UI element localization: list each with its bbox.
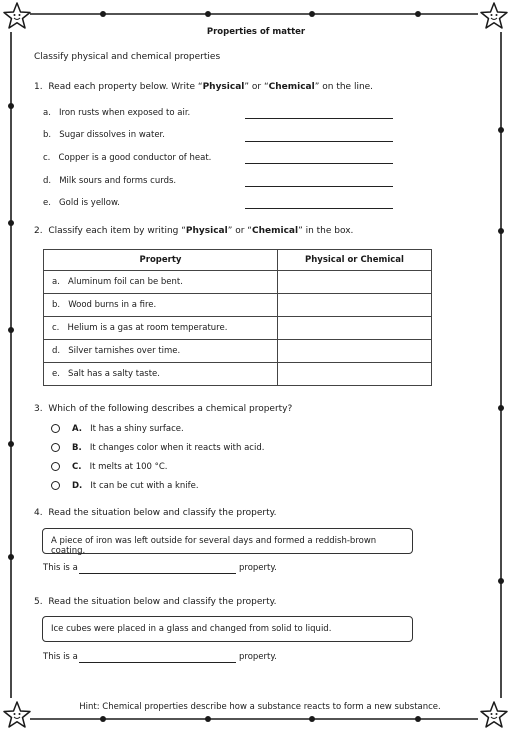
property-cell: a. Aluminum foil can be bent. <box>44 271 278 294</box>
option-label: A. It has a shiny surface. <box>72 424 184 434</box>
q1-item: e. Gold is yellow. <box>43 198 120 208</box>
answer-cell[interactable] <box>278 294 432 317</box>
classification-table <box>43 249 432 386</box>
option-label: C. It melts at 100 °C. <box>72 462 168 472</box>
answer-cell[interactable] <box>278 271 432 294</box>
q1-item: a. Iron rusts when exposed to air. <box>43 108 191 118</box>
table-row <box>44 363 432 386</box>
column-header-classification: Physical or Chemical <box>278 250 432 271</box>
answer-cell[interactable] <box>278 363 432 386</box>
answer-cell[interactable] <box>278 317 432 340</box>
table-row <box>44 294 432 317</box>
question-5-prompt: 5. Read the situation below and classify the property. <box>34 597 277 607</box>
question-2-prompt: 2. Classify each item by writing “Physical” or “Chemical” in the box. <box>34 226 354 236</box>
page-subtitle: Classify physical and chemical properties <box>34 52 221 62</box>
q1-item: d. Milk sours and forms curds. <box>43 176 177 186</box>
property-cell: c. Helium is a gas at room temperature. <box>44 317 278 340</box>
option-label: B. It changes color when it reacts with acid. <box>72 443 265 453</box>
property-cell: e. Salt has a salty taste. <box>44 363 278 386</box>
situation-box: A piece of iron was left outside for several days and formed a reddish-brown coating. <box>42 528 413 554</box>
q1-answer-line[interactable] <box>245 118 393 119</box>
property-cell: d. Silver tarnishes over time. <box>44 340 278 363</box>
option-radio[interactable] <box>51 424 60 433</box>
table-row <box>44 317 432 340</box>
q1-answer-line[interactable] <box>245 208 393 209</box>
table-row <box>44 271 432 294</box>
option-radio[interactable] <box>51 462 60 471</box>
column-header-property: Property <box>44 250 278 271</box>
property-cell: b. Wood burns in a fire. <box>44 294 278 317</box>
answer-suffix: property. <box>239 563 277 573</box>
page-title: Properties of matter <box>206 27 306 37</box>
option-radio[interactable] <box>51 443 60 452</box>
question-4-prompt: 4. Read the situation below and classify the property. <box>34 508 277 518</box>
q5-answer-line[interactable] <box>79 662 236 663</box>
hint-text: Hint: Chemical properties describe how a substance reacts to form a new substance. <box>79 702 441 712</box>
option-radio[interactable] <box>51 481 60 490</box>
answer-prefix: This is a <box>43 563 78 573</box>
answer-cell[interactable] <box>278 340 432 363</box>
question-1-prompt: 1. Read each property below. Write “Physical” or “Chemical” on the line. <box>34 82 374 92</box>
q1-answer-line[interactable] <box>245 163 393 164</box>
q1-item: b. Sugar dissolves in water. <box>43 130 165 140</box>
answer-suffix: property. <box>239 652 277 662</box>
q4-answer-line[interactable] <box>79 573 236 574</box>
table-header-row <box>44 250 432 271</box>
q1-item: c. Copper is a good conductor of heat. <box>43 153 212 163</box>
q1-answer-line[interactable] <box>245 141 393 142</box>
option-label: D. It can be cut with a knife. <box>72 481 199 491</box>
answer-prefix: This is a <box>43 652 78 662</box>
situation-box: Ice cubes were placed in a glass and changed from solid to liquid. <box>42 616 413 642</box>
question-3-prompt: 3. Which of the following describes a chemical property? <box>34 404 293 414</box>
q1-answer-line[interactable] <box>245 186 393 187</box>
table-row <box>44 340 432 363</box>
